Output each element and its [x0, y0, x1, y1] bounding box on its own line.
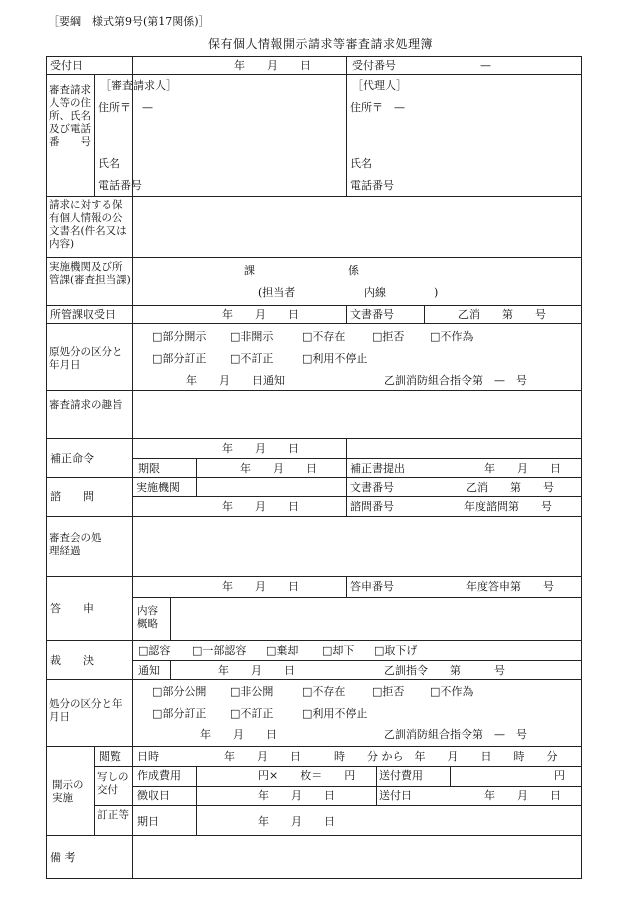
disclosure-period-label: 期日 [137, 815, 159, 828]
row-divider [46, 257, 582, 258]
answer-summary-label: 内容概略 [137, 605, 158, 630]
original-option[interactable]: □利用不停止 [302, 352, 368, 365]
disposition-option[interactable]: □不存在 [302, 685, 346, 698]
agency-naisen: 内線 [364, 286, 386, 299]
disclosure-shipping-value: 円 [554, 769, 565, 782]
label-document: 請求に対する保有個人情報の公文書名(件名又は内容) [49, 199, 127, 250]
agent-phone-label: 電話番号 [350, 179, 394, 192]
original-notice-date: 年 月 日通知 [186, 374, 285, 387]
inquiry-date: 年 月 日 [222, 500, 299, 513]
disclosure-copy-label: 写しの交付 [97, 771, 129, 796]
row-divider [46, 438, 582, 439]
row-divider [132, 786, 582, 787]
disclosure-cost-value: 円× 枚＝ 円 [258, 769, 356, 782]
label-answer: 答 申 [50, 602, 94, 615]
agent-name-label: 氏名 [350, 157, 372, 170]
disposition-option[interactable]: □不訂正 [230, 707, 274, 720]
decision-option[interactable]: □取下げ [374, 644, 418, 657]
original-directive: 乙訓消防組合指令第 — 号 [384, 374, 527, 387]
disclosure-cost-label: 作成費用 [137, 769, 181, 782]
col-divider [94, 75, 95, 197]
label-correction: 補正命令 [50, 452, 94, 465]
decision-option[interactable]: □認容 [138, 644, 171, 657]
col-divider [94, 746, 95, 835]
row-divider [46, 516, 582, 517]
col-divider [450, 766, 451, 787]
inquiry-num-value: 年度諮問第 号 [464, 500, 552, 513]
col-divider [196, 458, 197, 478]
label-original: 原処分の区分と年月日 [49, 346, 123, 371]
label-receipt: 所管課収受日 [50, 308, 116, 321]
agency-ka: 課 [244, 264, 255, 277]
agency-tanto: (担当者 [258, 286, 296, 299]
row-divider [46, 305, 582, 306]
col-divider [196, 477, 197, 497]
requester-name-label: 氏名 [98, 157, 120, 170]
disposition-option[interactable]: □部分訂正 [152, 707, 207, 720]
label-receipt-doc: 文書番号 [350, 308, 394, 321]
disclosure-send-label: 送付日 [379, 789, 412, 802]
col-divider [170, 597, 171, 641]
form-label: ［要綱 様式第9号(第17関係)］ [48, 15, 210, 28]
row-divider [132, 597, 582, 598]
disclosure-collect-label: 徴収日 [137, 789, 170, 802]
disposition-option[interactable]: □非公開 [230, 685, 274, 698]
label-agency: 実施機関及び所管課(審査担当課) [49, 261, 131, 286]
disclosure-datetime-label: 日時 [137, 750, 159, 763]
row-divider [46, 640, 582, 641]
label-remarks: 備 考 [50, 851, 76, 864]
row-divider [46, 323, 582, 324]
row-divider [46, 835, 582, 836]
label-purpose: 審査請求の趣旨 [49, 399, 123, 411]
col-divider [346, 438, 347, 517]
row-divider [46, 390, 582, 391]
col-divider [376, 766, 377, 806]
correction-submit-date: 年 月 日 [484, 462, 561, 475]
row-divider [46, 74, 582, 75]
disposition-option[interactable]: □部分公開 [152, 685, 207, 698]
correction-deadline-date: 年 月 日 [240, 462, 317, 475]
row-divider [46, 196, 582, 197]
col-divider [196, 766, 197, 835]
uketsuke-number-dash: — [480, 59, 491, 72]
disclosure-correction-label: 訂正等 [97, 809, 129, 821]
disclosure-send-date: 年 月 日 [484, 789, 561, 802]
label-disclosure: 開示の実施 [52, 779, 84, 804]
row-divider [46, 679, 582, 680]
requester-address-label: 住所〒 — [98, 101, 153, 114]
agent-address-label: 住所〒 — [350, 101, 405, 114]
disposition-option[interactable]: □利用不停止 [302, 707, 368, 720]
label-council: 審査会の処理経過 [49, 532, 102, 557]
agency-close: ) [434, 286, 439, 299]
correction-date: 年 月 日 [222, 442, 299, 455]
inquiry-doc-label: 文書番号 [350, 481, 394, 494]
disclosure-period-date: 年 月 日 [258, 815, 335, 828]
disposition-option[interactable]: □不作為 [430, 685, 474, 698]
row-divider [46, 477, 582, 478]
inquiry-agency-label: 実施機関 [136, 481, 180, 494]
row-divider [132, 458, 582, 459]
row-divider [94, 805, 582, 806]
original-option[interactable]: □部分訂正 [152, 352, 207, 365]
disposition-option[interactable]: □拒否 [372, 685, 405, 698]
col-divider [346, 305, 347, 324]
form-title: 保有個人情報開示請求等審査請求処理簿 [208, 37, 434, 51]
disclosure-viewing-label: 閲覧 [99, 750, 121, 763]
decision-notice-label: 通知 [138, 664, 160, 677]
requester-phone-label: 電話番号 [98, 179, 142, 192]
decision-option[interactable]: □一部認容 [192, 644, 247, 657]
disclosure-shipping-label: 送付費用 [379, 769, 423, 782]
correction-deadline-label: 期限 [138, 462, 160, 475]
original-option[interactable]: □不訂正 [230, 352, 274, 365]
decision-directive: 乙訓指令 第 号 [384, 664, 505, 677]
original-option[interactable]: □拒否 [372, 330, 405, 343]
disclosure-collect-date: 年 月 日 [258, 789, 335, 802]
answer-num-value: 年度答申第 号 [466, 580, 554, 593]
disposition-directive: 乙訓消防組合指令第 — 号 [384, 728, 527, 741]
disclosure-datetime-value: 年 月 日 時 分 から 年 月 日 時 分 [224, 750, 558, 763]
label-decision: 裁 決 [50, 654, 94, 667]
decision-option[interactable]: □却下 [322, 644, 355, 657]
label-uketsuke-number: 受付番号 [352, 59, 396, 72]
decision-option[interactable]: □棄却 [266, 644, 299, 657]
col-divider [346, 576, 347, 597]
agency-kakari: 係 [348, 264, 359, 277]
decision-notice-date: 年 月 日 [218, 664, 295, 677]
label-inquiry: 諮 問 [50, 490, 94, 503]
answer-date: 年 月 日 [222, 580, 299, 593]
inquiry-doc-value: 乙消 第 号 [466, 481, 554, 494]
row-divider [132, 660, 582, 661]
uketsuke-date: 年 月 日 [234, 59, 311, 72]
label-disposition: 処分の区分と年月日 [49, 698, 123, 723]
original-option[interactable]: □部分開示 [152, 330, 207, 343]
col-divider [346, 56, 347, 197]
row-divider [46, 576, 582, 577]
label-uketsuke: 受付日 [50, 59, 83, 72]
row-divider [46, 746, 582, 747]
row-divider [94, 766, 582, 767]
original-option[interactable]: □不存在 [302, 330, 346, 343]
col-divider [170, 660, 171, 680]
answer-num-label: 答申番号 [350, 580, 394, 593]
receipt-doc-value: 乙消 第 号 [458, 308, 546, 321]
agent-title: ［代理人］ [352, 79, 407, 92]
original-option[interactable]: □不作為 [430, 330, 474, 343]
col-divider [424, 305, 425, 324]
correction-submit-label: 補正書提出 [350, 462, 405, 475]
requester-title: ［審査請求人］ [100, 79, 177, 92]
disposition-date: 年 月 日 [200, 728, 277, 741]
label-requester: 審査請求人等の住所、氏名及び電話番号 [49, 84, 91, 148]
original-option[interactable]: □非開示 [230, 330, 274, 343]
inquiry-num-label: 諮問番号 [350, 500, 394, 513]
receipt-date: 年 月 日 [222, 308, 299, 321]
row-divider [132, 496, 582, 497]
